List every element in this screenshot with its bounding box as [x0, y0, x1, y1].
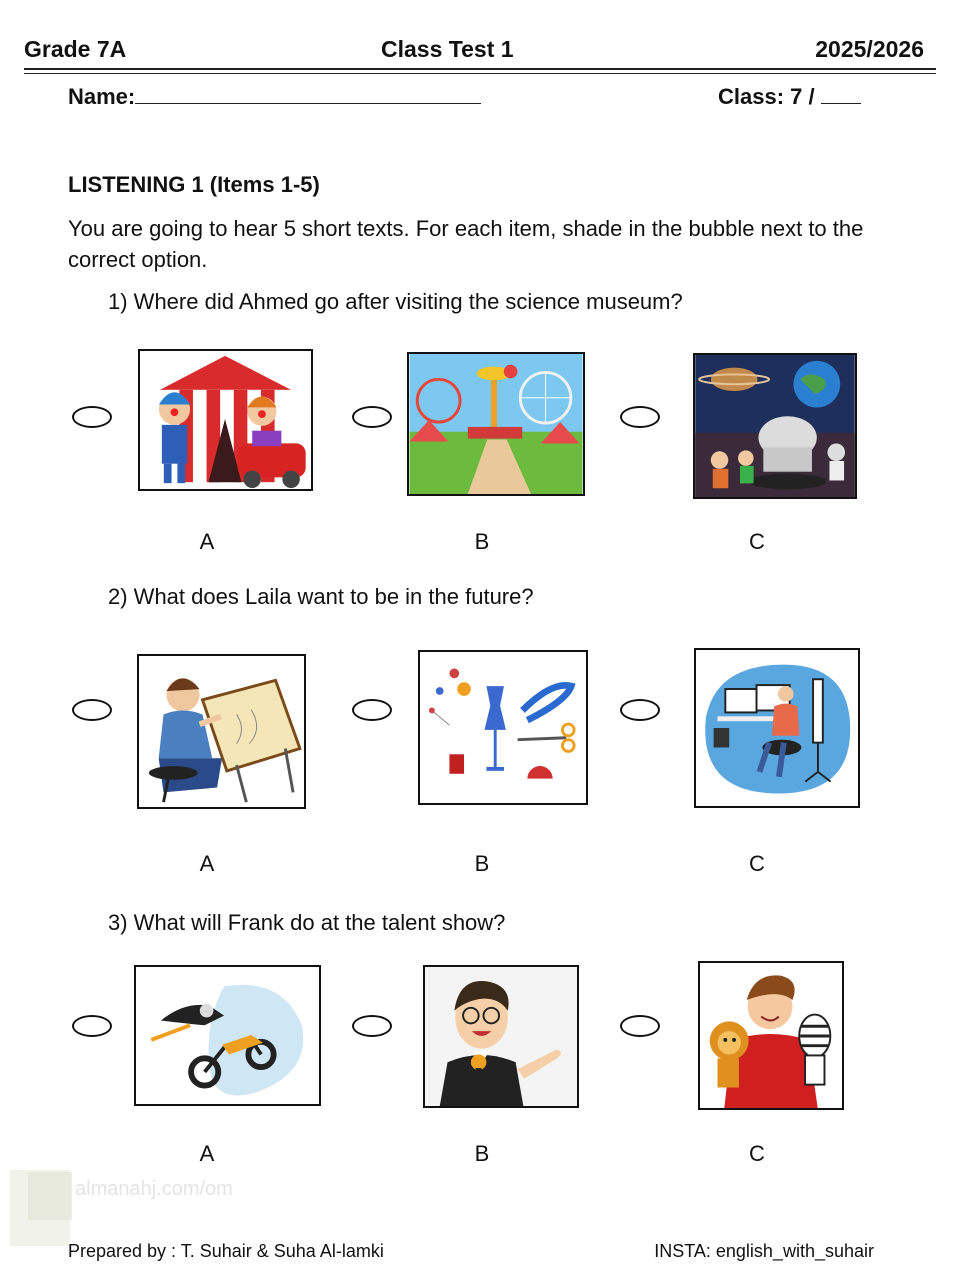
watermark-text: almanahj.com/om: [75, 1178, 233, 1200]
option-2c-letter: C: [749, 851, 765, 876]
bubble-2a[interactable]: [72, 699, 112, 721]
option-3c-letter: C: [749, 1141, 765, 1166]
bubble-1a[interactable]: [72, 406, 112, 428]
name-line: [135, 85, 481, 104]
header-rule-thin: [24, 73, 936, 74]
bubble-2b[interactable]: [352, 699, 392, 721]
video-editor-icon: [694, 648, 860, 808]
option-1c-letter: C: [749, 529, 765, 554]
option-2b-letter: B: [474, 851, 490, 876]
question-3: 3) What will Frank do at the talent show?: [108, 910, 506, 935]
bubble-3c[interactable]: [620, 1015, 660, 1037]
bubble-1b[interactable]: [352, 406, 392, 428]
bubble-2c[interactable]: [620, 699, 660, 721]
option-2a-letter: A: [199, 851, 215, 876]
sewing-tools-icon: [418, 650, 588, 805]
option-3a-letter: A: [199, 1141, 215, 1166]
name-label: Name:: [68, 84, 136, 109]
section-title: LISTENING 1 (Items 1-5): [68, 172, 320, 197]
option-1b-letter: B: [474, 529, 490, 554]
school-year: 2025/2026: [815, 36, 924, 62]
presenter-icon: [423, 965, 579, 1108]
watermark-logo-inner: [28, 1172, 72, 1220]
footer-insta: INSTA: english_with_suhair: [654, 1241, 874, 1261]
circus-clowns-icon: [138, 349, 313, 491]
question-2: 2) What does Laila want to be in the future?: [108, 584, 534, 609]
space-museum-icon: [693, 353, 857, 499]
name-field[interactable]: [68, 84, 481, 110]
instructions: You are going to hear 5 short texts. For each item, shade in the bubble next to the correct option.: [68, 216, 864, 272]
amusement-park-icon: [407, 352, 585, 496]
motorbike-stunt-icon: [134, 965, 321, 1106]
bubble-1c[interactable]: [620, 406, 660, 428]
artist-drawing-icon: [137, 654, 306, 809]
option-1a-letter: A: [199, 529, 215, 554]
footer-prepared: Prepared by : T. Suhair & Suha Al-lamki: [68, 1241, 384, 1261]
test-title: Class Test 1: [381, 36, 514, 62]
class-line: [821, 85, 861, 104]
option-3b-letter: B: [474, 1141, 490, 1166]
class-field[interactable]: [718, 84, 861, 110]
grade-label: Grade 7A: [24, 36, 127, 62]
question-1: 1) Where did Ahmed go after visiting the science museum?: [108, 289, 683, 314]
bubble-3b[interactable]: [352, 1015, 392, 1037]
puppets-icon: [698, 961, 844, 1110]
header-rule: [24, 68, 936, 70]
bubble-3a[interactable]: [72, 1015, 112, 1037]
class-label: Class: 7 /: [718, 84, 815, 109]
